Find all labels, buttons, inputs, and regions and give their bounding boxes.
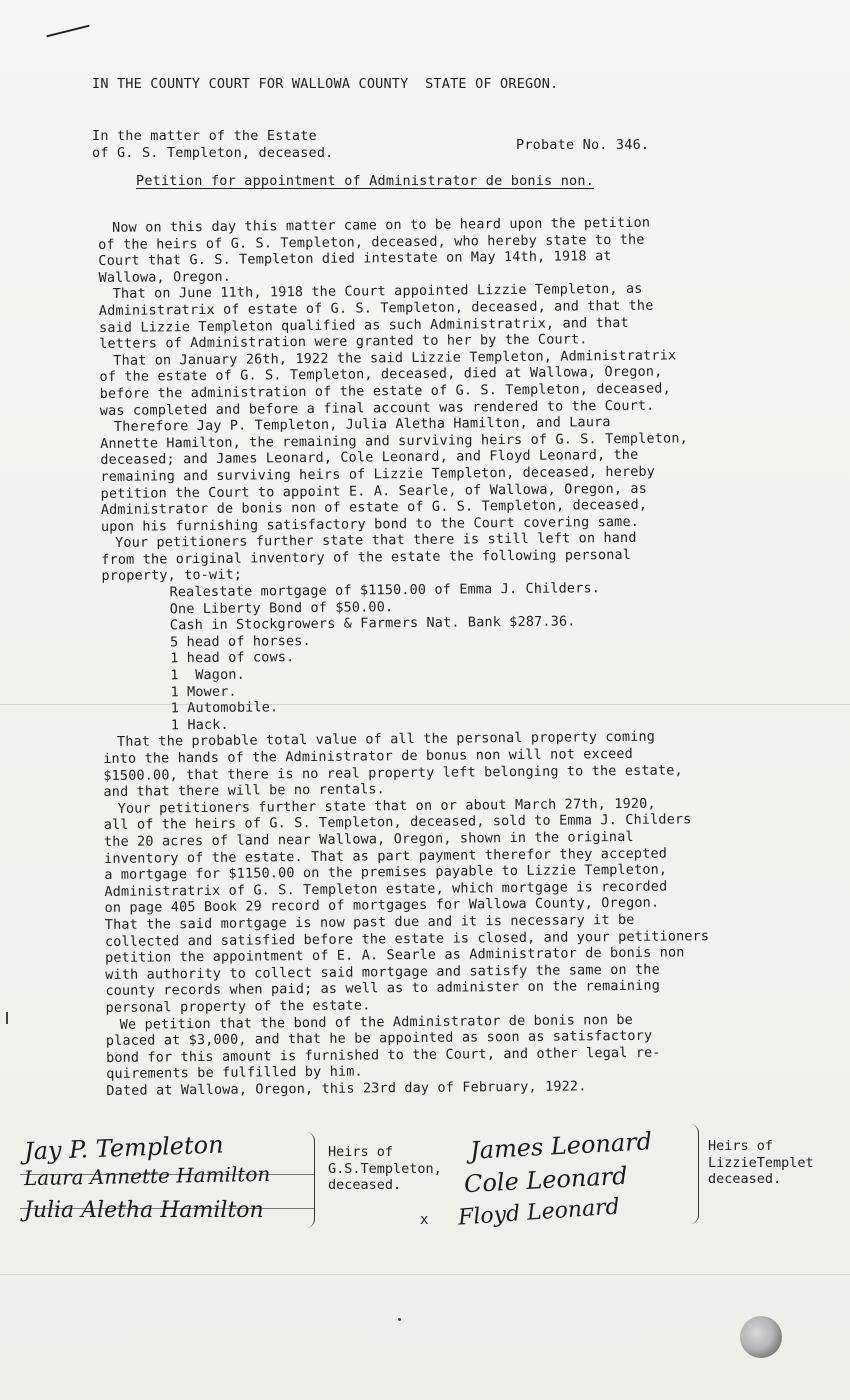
left-heirs-label-line2: G.S.Templeton, xyxy=(328,1160,442,1177)
left-heirs-brace xyxy=(306,1132,315,1228)
left-heirs-label xyxy=(328,1144,442,1194)
body-line: Therefore Jay P. Templeton, Julia Aletha Hamilton, and Laura xyxy=(113,414,611,435)
signature-julia-hamilton: Julia Aletha Hamilton xyxy=(24,1198,264,1223)
body-line: placed at $3,000, and that he be appointed as soon as satisfactory xyxy=(105,1027,653,1050)
body-line: Administrator de bonis non of estate of G. S. Templeton, deceased, xyxy=(100,496,648,519)
body-line: collected and satisfied before the estate is closed, and your petitioners xyxy=(104,927,710,950)
right-heirs-label-line3: deceased. xyxy=(708,1171,782,1187)
body-line: $1500.00, that there is no real property left belonging to the estate, xyxy=(103,762,683,784)
body-line: quirements be fulfilled by him. xyxy=(106,1063,363,1083)
right-heirs-label xyxy=(708,1138,814,1188)
body-line: personal property of the estate. xyxy=(105,997,371,1016)
body-line: Administratrix of G. S. Templeton estate, which mortgage is recorded xyxy=(104,878,668,900)
body-line: from the original inventory of the estate the following personal xyxy=(101,546,632,568)
signature-laura-hamilton: Laura Annette Hamilton xyxy=(23,1161,271,1191)
body-line: letters of Administration were granted to her by the Court. xyxy=(99,331,588,353)
right-heirs-label-line1: Heirs of xyxy=(708,1138,774,1154)
body-line: That the said mortgage is now past due and it is necessary it be xyxy=(104,911,635,933)
body-line: deceased; and James Leonard, Cole Leonard, and Floyd Leonard, the xyxy=(100,447,639,469)
inventory-item: 5 head of horses. xyxy=(169,632,311,651)
body-line: We petition that the bond of the Administrator de bonis non be xyxy=(119,1011,633,1033)
pen-mark xyxy=(46,25,89,38)
inventory-item: 1 Mower. xyxy=(170,683,237,700)
body-line: petition the appointment of E. A. Searle as Administrator de bonis non xyxy=(105,944,685,967)
x-mark: x xyxy=(420,1212,429,1228)
signature-james-leonard: James Leonard xyxy=(469,1127,653,1165)
body-line: was completed and before a final account was rendered to the Court. xyxy=(99,397,655,419)
body-line: Your petitioners further state that there is still left on hand xyxy=(115,530,637,552)
fold-line xyxy=(0,704,850,705)
fold-line xyxy=(0,1274,850,1275)
body-line: bond for this amount is furnished to the Court, and other legal re- xyxy=(105,1044,661,1066)
body-line: of the heirs of G. S. Templeton, deceased, who hereby state to the xyxy=(98,231,645,253)
punch-hole xyxy=(740,1316,782,1358)
body-line: upon his furnishing satisfactory bond to the Court covering same. xyxy=(100,513,640,535)
body-line: the 20 acres of land near Wallowa, Oregon, shown in the original xyxy=(103,828,634,850)
body-line: remaining and surviving heirs of Lizzie Templeton, deceased, hereby xyxy=(100,463,656,485)
body-line: county records when paid; as well as to administer on the remaining xyxy=(105,977,661,1000)
court-heading: IN THE COUNTY COURT FOR WALLOWA COUNTY STATE OF OREGON. xyxy=(92,76,559,92)
body-line: property, to-wit; xyxy=(101,567,243,585)
right-heirs-brace xyxy=(690,1124,699,1224)
body-line: Court that G. S. Templeton died intestate on May 14th, 1918 at xyxy=(98,248,612,270)
petition-title: Petition for appointment of Administrator de bonis non. xyxy=(136,173,595,189)
inventory-item: One Liberty Bond of $50.00. xyxy=(169,598,394,617)
body-line: Administratrix of estate of G. S. Templeton, deceased, and that the xyxy=(98,297,654,319)
signature-floyd-leonard: Floyd Leonard xyxy=(457,1194,621,1231)
paper-speck xyxy=(6,1012,8,1024)
body-line: Now on this day this matter came on to be heard upon the petition xyxy=(111,214,651,236)
signature-block xyxy=(0,1120,850,1240)
inventory-item: 1 Automobile. xyxy=(170,699,279,717)
inventory-item: Cash in Stockgrowers & Farmers Nat. Bank $287.36. xyxy=(169,613,576,634)
inventory-item: 1 head of cows. xyxy=(170,649,295,667)
estate-caption-line1: In the matter of the Estate xyxy=(92,128,317,144)
body-line: into the hands of the Administrator de bonus non will not exceed xyxy=(103,745,634,767)
signature-jay-templeton: Jay P. Templeton xyxy=(23,1130,224,1166)
probate-number: Probate No. 346. xyxy=(516,137,650,153)
body-line: That on January 26th, 1922 the said Lizzie Templeton, Administratrix xyxy=(113,347,677,369)
inventory-item: 1 Wagon. xyxy=(170,666,245,684)
left-heirs-label-line3: deceased. xyxy=(328,1177,402,1193)
body-line: Dated at Wallowa, Oregon, this 23rd day of February, 1922. xyxy=(106,1078,587,1099)
body-line: with authority to collect said mortgage and satisfy the same on the xyxy=(105,961,660,983)
body-line: Wallowa, Oregon. xyxy=(98,268,232,286)
body-line: inventory of the estate. That as part payment therefor they accepted xyxy=(104,845,668,867)
estate-caption-line2: of G. S. Templeton, deceased. xyxy=(92,145,334,161)
body-line: That on June 11th, 1918 the Court appointed Lizzie Templeton, as xyxy=(112,281,643,303)
body-line: of the estate of G. S. Templeton, deceased, died at Wallowa, Oregon, xyxy=(99,363,663,386)
right-heirs-label-line2: LizzieTemplet xyxy=(708,1154,814,1171)
body-line: and that there will be no rentals. xyxy=(103,781,386,801)
estate-caption xyxy=(92,128,334,162)
body-line: said Lizzie Templeton qualified as such Administratrix, and that xyxy=(98,314,629,336)
body-line: Annette Hamilton, the remaining and surviving heirs of G. S. Templeton, xyxy=(100,430,688,452)
body-line: before the administration of the estate of G. S. Templeton, deceased, xyxy=(99,380,671,402)
body-line: That the probable total value of all the personal property coming xyxy=(116,729,656,751)
body-line: all of the heirs of G. S. Templeton, deceased, sold to Emma J. Childers xyxy=(103,811,692,834)
body-line: petition the Court to appoint E. A. Searle, of Wallowa, Oregon, as xyxy=(100,480,648,502)
body-line: Your petitioners further state that on or about March 27th, 1920, xyxy=(117,795,656,817)
signature-cole-leonard: Cole Leonard xyxy=(463,1161,629,1199)
petition-body xyxy=(98,213,846,1100)
left-heirs-label-line1: Heirs of xyxy=(328,1144,394,1160)
body-line: a mortgage for $1150.00 on the premises payable to Lizzie Templeton, xyxy=(104,861,668,884)
body-line: on page 405 Book 29 record of mortgages for Wallowa County, Oregon. xyxy=(104,894,660,917)
paper-speck xyxy=(398,1318,401,1321)
inventory-item: Realestate mortgage of $1150.00 of Emma J. Childers. xyxy=(169,580,601,601)
inventory-item: 1 Hack. xyxy=(170,716,229,734)
